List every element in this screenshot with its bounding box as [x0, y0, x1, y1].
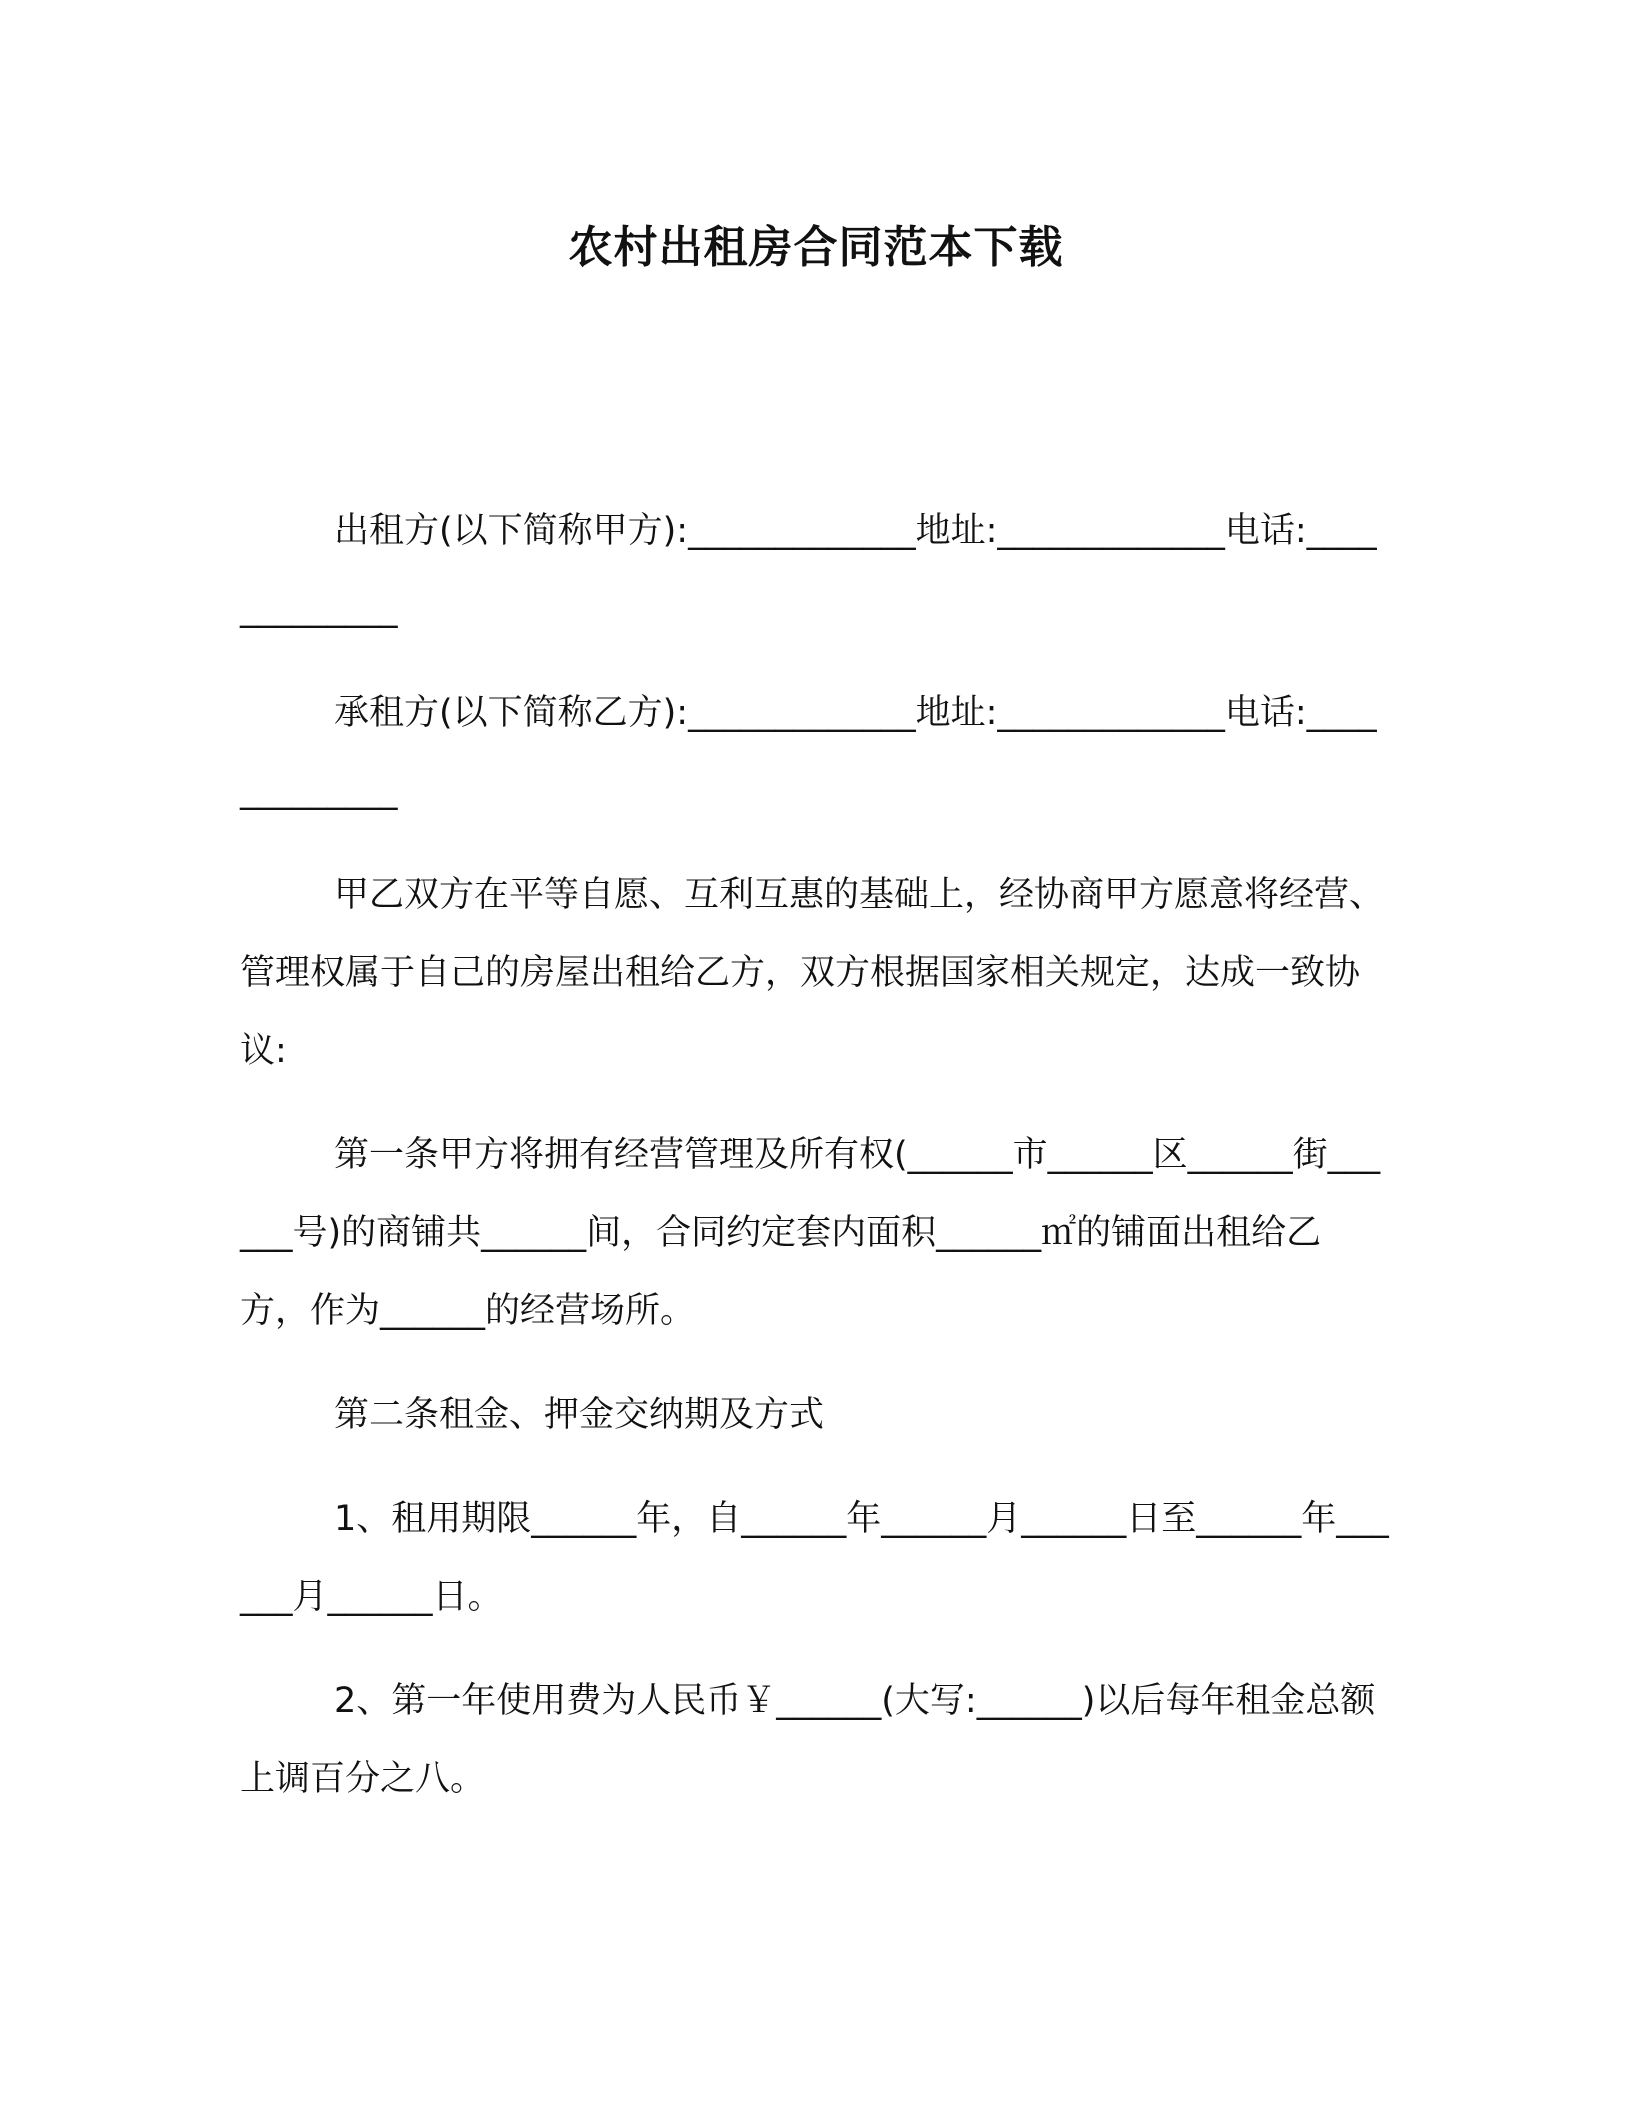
- article-two-heading: 第二条租金、押金交纳期及方式: [334, 1395, 825, 1435]
- document-body: [240, 492, 1390, 1844]
- lease-term-paragraph: 1、租用期限______年，自______年______月______日至______年______月______日。: [240, 1499, 1389, 1617]
- lessor-paragraph: 出租方(以下简称甲方):_____________地址:_____________电话:_____________: [240, 511, 1377, 629]
- rent-fee-paragraph: 2、第一年使用费为人民币￥______(大写:______)以后每年租金总额上调百分之八。: [240, 1681, 1376, 1799]
- article-one-paragraph: 第一条甲方将拥有经营管理及所有权(______市______区______街______号)的商铺共______间，合同约定套内面积______㎡的铺面出租给乙方，作为______的经营场所。: [240, 1135, 1381, 1331]
- agreement-intro-paragraph: 甲乙双方在平等自愿、互利互惠的基础上，经协商甲方愿意将经营、管理权属于自己的房屋出租给乙方，双方根据国家相关规定，达成一致协议:: [240, 875, 1385, 1071]
- document-title: 农村出租房合同范本下载: [568, 222, 1064, 273]
- lessee-paragraph: 承租方(以下简称乙方):_____________地址:_____________电话:_____________: [240, 693, 1377, 811]
